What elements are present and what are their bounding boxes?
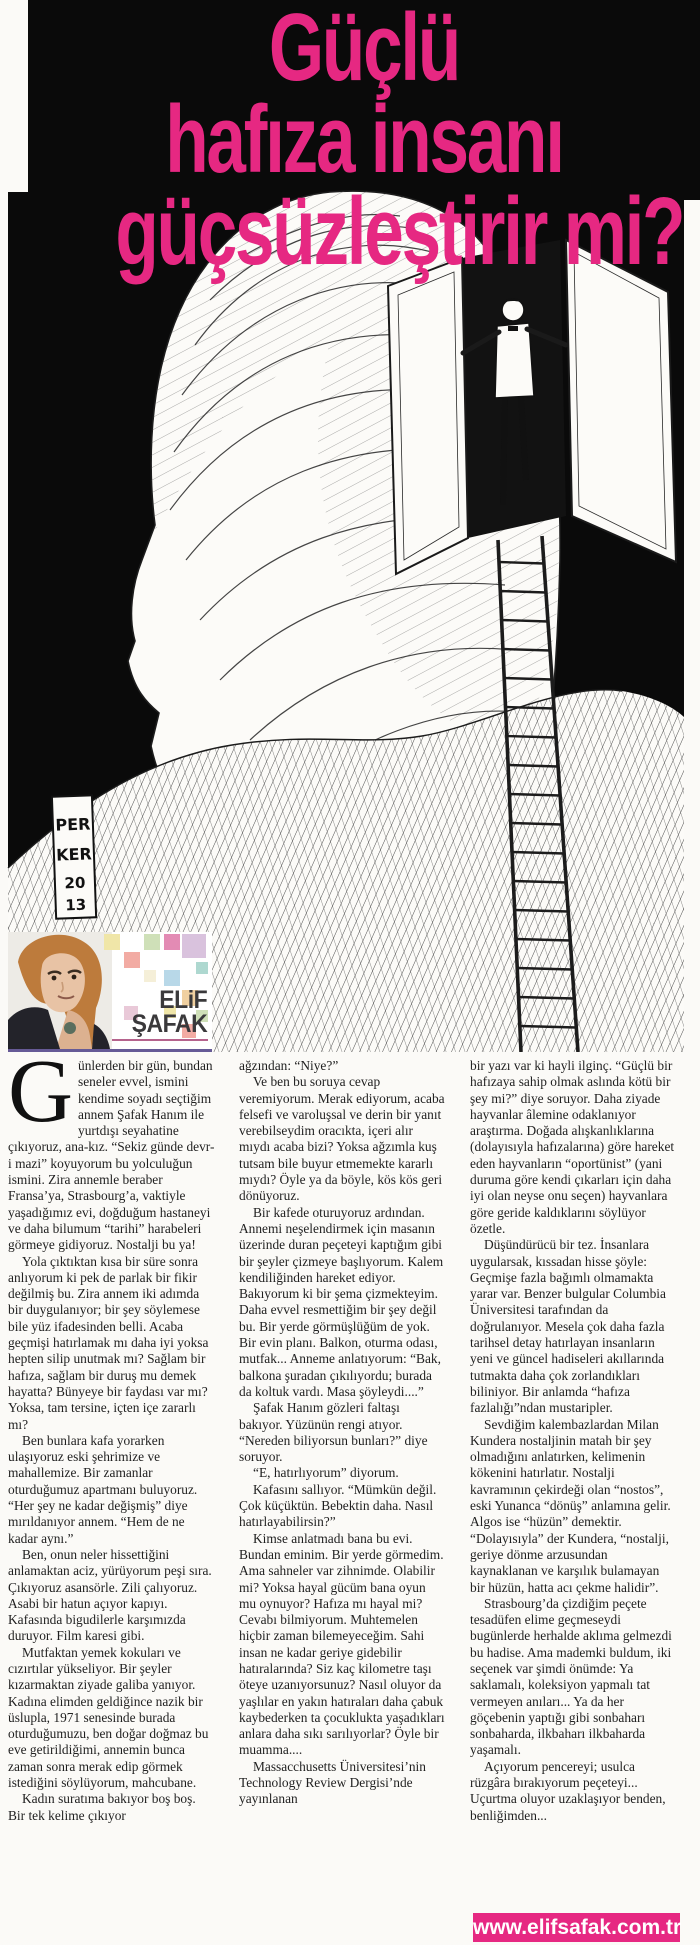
article-paragraph: “E, hatırlıyorum” diyorum. [253, 1465, 399, 1481]
svg-text:PER: PER [55, 814, 91, 835]
author-name [131, 988, 207, 1036]
author-name-line-1: ELiF [159, 986, 207, 1014]
article-paragraph: Mutfaktan yemek kokuları ve cızırtılar yükseliyor. Bir şeyler kızarmaktan ziyade galiba yanıyor. Kadına elimden geldiğince nazik bir üslupla, 1971 senesinde burada oturduğumuzu, ben doğar doğmaz bu eve getirildiğimi, annemin bunca zaman sonra merak edip görmek istediğini söylüyorum, mahcubane. [8, 1644, 209, 1791]
article-paragraph: Günlerden bir gün, bundan seneler evvel, ismini kendime soyadı seçtiğim annem Şafak Hanım ile yurtdışı seyahatine çıkıyoruz, ana-kız. “Sekiz günde devr-i mazi” koyuyorum bu yolculuğun ismini. Zira annemle beraber Fransa’ya, Strasbourg’a, vaktiyle yaşadığımız evi, doğduğum hastaneyi ve daha bilumum “tarihi” harabeleri görmeye gidiyoruz. Nostalji bu ya! [8, 1058, 215, 1253]
headline-line-2: hafıza insanı [165, 86, 563, 193]
article-paragraph: bir yazı var ki hayli ilginç. “Güçlü bir hafızaya sahip olmak aslında kötü bir şey mi?” diye soruyor. Daha ziyade hayvanlar âlemine odaklanıyor araştırma. Doğada alışkanlıklarına (dolayısıyla hafızalarına) göre hareket eden hayvanların “oportünist” (yani duruma göre kendi çıkarları için daha iyi olan neyse onu seçen) hayvanlara göre geride kaldıklarını söylüyor özetle. [470, 1058, 675, 1236]
article-column-1 [8, 1058, 215, 1945]
article-body [8, 1058, 692, 1945]
website-link[interactable]: www.elifsafak.com.tr [473, 1913, 680, 1942]
author-byline-box [8, 932, 212, 1052]
article-paragraph: Kadın suratıma bakıyor boş boş. Bir tek kelime çıkıyor [8, 1791, 196, 1823]
mosaic-square [182, 934, 206, 958]
svg-text:13: 13 [64, 895, 87, 915]
author-name-line-2: ŞAFAK [131, 1010, 207, 1038]
article-paragraph: Strasbourg’da çizdiğim peçete tesadüfen elime geçmeseydi bugünlerde herhalde aklıma gelmezdi bu hadise. Ama mademki buldum, iki seçenek var şimdi önümde: Ya saklamalı, koleksiyon yapmalı tat vermeyen anıları... Ya da her göçebenin yaptığı gibi sonbaharı sonbaharda, ilkbaharı ilkbaharda yaşamalı. [470, 1595, 672, 1758]
article-paragraph: Massacchusetts Üniversitesi’nin Technology Review Dergisi’nde yayınlanan [239, 1758, 426, 1807]
headline-line-1: Güçlü [268, 0, 460, 101]
author-photo [8, 932, 112, 1049]
mosaic-square [104, 934, 120, 950]
mosaic-square [164, 970, 180, 986]
headline-line-3: güçsüzleştirir mi? [115, 178, 684, 285]
mosaic-square [144, 970, 156, 982]
article-paragraph: Sevdiğim kalembazlardan Milan Kundera nostaljinin matah bir şey olmadığını anlatırken, kelimenin kökenini hatırlatır. Nostalji kavramının çekirdeği olan “nostos”, eski Yunanca “dönüş” anlamına gelir. Algos ise “hüzün” demektir. “Dolayısıyla” der Kundera, “nostalji, geriye dönme arzusundan kaynaklanan ve karşılık bulamayan bir hüzün, hatta acı çekme halidir”. [470, 1416, 671, 1595]
article-paragraph: Bir kafede oturuyoruz ardından. Annemi neşelendirmek için masanın üzerinde duran peçeteyi kaptığım gibi bir şeyler çizmeye başlıyorum. Kalem kendiliğinden hareket ediyor. Bakıyorum ki bir şema çizmekteyim. Daha evvel resmettiğim bir şey değil bu. Bir yerde görmüşlüğüm de yok. Bir evin planı. Balkon, oturma odası, mutfak... Anneme anlatıyorum: “Bak, balkona şuradan çıkılıyordu; burada da koltuk vardı. Masa şöyleydi....” [239, 1204, 444, 1399]
article-paragraph: Kafasını sallıyor. “Mümkün değil. Çok küçüktün. Bebektin daha. Nasıl hatırlayabilirsin?” [239, 1481, 437, 1530]
article-paragraph: Düşündürücü bir tez. İnsanlara uygularsak, kıssadan hisse şöyle: Geçmişe fazla bağımlı olmamakta yarar var. Benzer bulgular Columbia Üniversitesi tarafından da doğrulanıyor. Mesela çok daha fazla tarihsel detay hatırlayan insanların yeni ve güncel hadiseleri akıllarında tutmakta daha çok zorlandıkları biliniyor. Bir anlamda “hafıza fazlalığı”ndan mustaripler. [470, 1237, 666, 1416]
mosaic-square [164, 934, 180, 950]
article-paragraph: ağzından: “Niye?” [239, 1058, 339, 1073]
svg-text:KER: KER [55, 844, 93, 865]
article-paragraph: Yola çıktıktan kısa bir süre sonra anlıyorum ki pek de parlak bir fikir değilmiş bu. Zira annem iki adımda bir duygulanıyor; bir şey söylemese bile yüz ifadesinden belli. Acaba geçmişi hatırlamak mı daha iyi yoksa hepten silip unutmak mı? Sağlam bir hafıza, sağlam bir duruş mu demek hayatta? Bünyeye bir faydası var mı? Yoksa, tam tersine, içten içe zararlı mı? [8, 1253, 209, 1432]
byline-purple-rule [8, 1049, 212, 1052]
article-headline [28, 0, 700, 285]
article-paragraph: Açıyorum pencereyi; usulca rüzgâra bırakıyorum peçeteyi... Uçurtma oluyor uzaklaşıyor benden, benliğimden... [470, 1758, 666, 1823]
illustrator-signature [52, 795, 96, 918]
article-column-3 [470, 1058, 677, 1945]
article-paragraph: Ben, onun neler hissettiğini anlamaktan aciz, yürüyorum peşi sıra. Çıkıyoruz asansörle. Zili çalıyoruz. Asabi bir hatun açıyor kapıyı. Kafasında bigudilerle karşımızda duruyor. Film karesi gibi. [8, 1546, 212, 1644]
drop-cap: G [8, 1058, 73, 1141]
door-right-panel [566, 240, 676, 562]
mosaic-square [144, 934, 160, 950]
door-left-panel [388, 258, 468, 574]
article-paragraph: Ben bunlara kafa yorarken ulaşıyoruz eski şehrimize ve mahallemize. Bir zamanlar oturduğumuz apartmanı buluyoruz. “Her şey ne kadar değişmiş” diye mırıldanıyor annem. “Hem de ne kadar aynı.” [8, 1432, 198, 1546]
mosaic-square [124, 952, 140, 968]
article-paragraph: Şafak Hanım gözleri faltaşı bakıyor. Yüzünün rengi atıyor. “Nereden biliyorsun bunları?” diye soruyor. [239, 1400, 428, 1465]
article-column-2 [239, 1058, 446, 1945]
mosaic-square [196, 962, 208, 974]
article-paragraph: Ve ben bu soruya cevap veremiyorum. Merak ediyorum, acaba felsefi ve varoluşsal ve derin bir yanıt verebilseydim oracıkta, içeri alır mıydı acaba bizi? Yoksa ağzımla kuş tutsam bile buyur etmemekte kararlı mıydı? Öyle ya da böyle, kös kös geri dönüyoruz. [239, 1074, 445, 1204]
byline-pink-rule [112, 1039, 208, 1041]
article-paragraph: Kimse anlatmadı bana bu evi. Bundan eminim. Bir yerde görmedim. Ama sahneler var zihnimde. Olabilir mi? Yoksa hayal gücüm bana oyun mu oynuyor? Hafıza mı hayal mi? Cevabı bilmiyorum. Muhtemelen hiçbir zaman bilemeyeceğim. Sahi insan ne kadar geriye gidebilir hatıralarında? Siz kaç kilometre taşı öteye uzanıyorsunuz? Nasıl oluyor da yaşlılar en yakın hatıraları daha çabuk kaybederken ta çocuklukta yaşadıkları anlara daha sıkı sarılıyorlar? Öyle bir muamma.... [239, 1530, 445, 1758]
svg-text:20: 20 [64, 873, 86, 893]
